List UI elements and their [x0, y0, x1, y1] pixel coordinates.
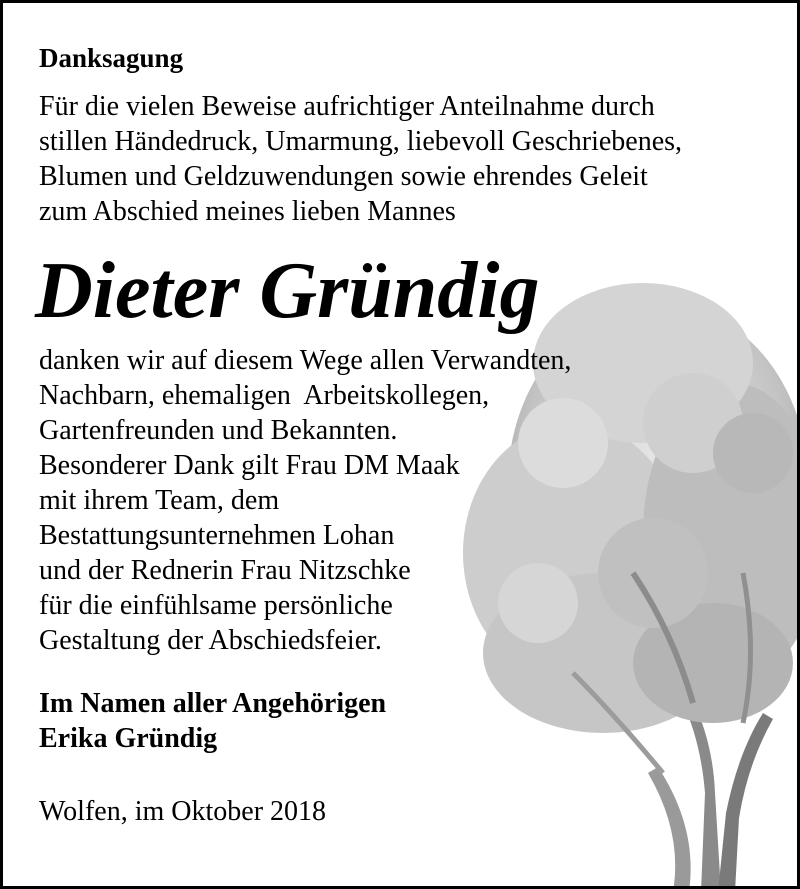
thanks-line: Gartenfreunden und Bekannten.	[39, 415, 398, 446]
intro-line: Für die vielen Beweise aufrichtiger Anteilnahme durch	[39, 91, 655, 122]
thanks-line: Gestaltung der Abschiedsfeier.	[39, 625, 382, 656]
intro-line: zum Abschied meines lieben Mannes	[39, 196, 456, 227]
thanks-line: danken wir auf diesem Wege allen Verwandten,	[39, 345, 572, 376]
intro-paragraph	[39, 89, 779, 229]
thanks-line: Bestattungsunternehmen Lohan	[39, 520, 395, 551]
deceased-name: Dieter Gründig	[35, 247, 540, 335]
intro-line: stillen Händedruck, Umarmung, liebevoll Geschriebenes,	[39, 126, 683, 157]
thanks-line: und der Rednerin Frau Nitzschke	[39, 555, 411, 586]
thanks-line: mit ihrem Team, dem	[39, 485, 280, 516]
thanks-paragraph	[39, 343, 779, 658]
signature-block	[39, 686, 779, 756]
signature-line: Im Namen aller Angehörigen	[39, 688, 387, 719]
signature-line: Erika Gründig	[39, 723, 218, 754]
intro-line: Blumen und Geldzuwendungen sowie ehrendes Geleit	[39, 161, 648, 192]
place-date: Wolfen, im Oktober 2018	[39, 796, 327, 827]
notice-heading: Danksagung	[39, 43, 184, 73]
thanks-line: Nachbarn, ehemaligen Arbeitskollegen,	[39, 380, 490, 411]
thanks-line: Besonderer Dank gilt Frau DM Maak	[39, 450, 460, 481]
notice-content	[35, 41, 779, 829]
thanks-line: für die einfühlsame persönliche	[39, 590, 393, 621]
